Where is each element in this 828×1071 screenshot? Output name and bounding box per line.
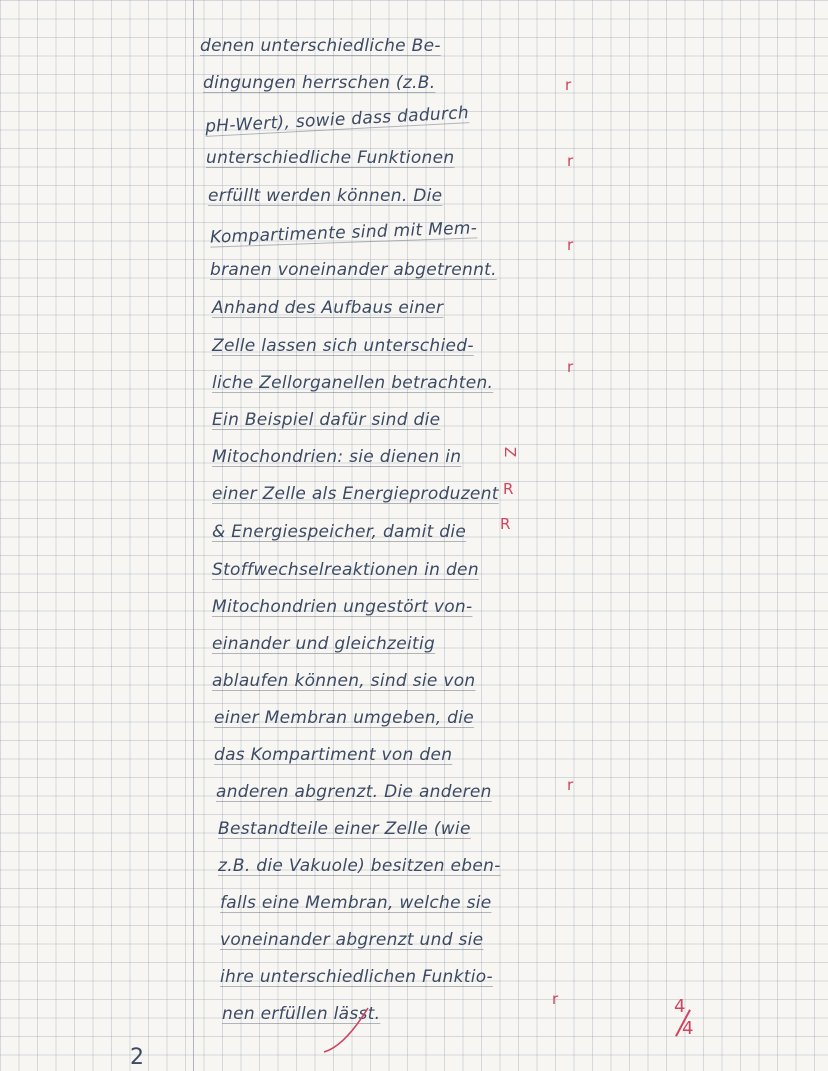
text-line: unterschiedliche Funktionen <box>206 148 455 168</box>
text-line: liche Zellorganellen betrachten. <box>212 373 494 393</box>
text-line: Mitochondrien ungestört von- <box>212 597 473 617</box>
text-line: falls eine Membran, welche sie <box>220 893 492 913</box>
text-line: anderen abgrenzt. Die anderen <box>216 782 492 802</box>
text-line: Kompartimente sind mit Mem- <box>209 218 478 248</box>
text-line: Zelle lassen sich unterschied- <box>212 336 474 356</box>
correction-mark: Z <box>501 446 520 458</box>
text-line: z.B. die Vakuole) besitzen eben- <box>218 856 501 876</box>
text-line: erfüllt werden können. Die <box>208 186 443 206</box>
text-line: nen erfüllen lässt. <box>222 1004 381 1024</box>
score <box>666 996 700 1046</box>
text-line: einer Zelle als Energieproduzent <box>212 484 499 504</box>
page-number: 2 <box>130 1045 144 1070</box>
correction-mark: R <box>503 480 514 498</box>
text-line: einander und gleichzeitig <box>212 634 436 654</box>
correction-mark: r <box>567 152 574 170</box>
correction-mark: r <box>567 236 574 254</box>
text-line: Bestandteile einer Zelle (wie <box>218 819 471 839</box>
text-line: branen voneinander abgetrennt. <box>210 260 497 280</box>
score-denominator: 4 <box>682 1018 694 1039</box>
text-line: ihre unterschiedlichen Funktio- <box>220 967 493 987</box>
text-line: Stoffwechselreaktionen in den <box>212 560 479 580</box>
correction-mark: R <box>500 515 511 533</box>
correction-mark: r <box>552 990 559 1008</box>
text-line: das Kompartiment von den <box>214 745 453 765</box>
correction-mark: r <box>565 76 572 94</box>
text-line: & Energiespeicher, damit die <box>212 522 467 542</box>
score-numerator: 4 <box>674 996 686 1017</box>
text-line: Ein Beispiel dafür sind die <box>212 410 441 430</box>
text-line: pH-Wert), sowie dass dadurch <box>204 103 470 137</box>
text-line: Mitochondrien: sie dienen in <box>212 447 462 467</box>
text-line: denen unterschiedliche Be- <box>200 36 441 56</box>
text-line: dingungen herrschen (z.B. <box>203 73 436 93</box>
text-line: einer Membran umgeben, die <box>214 708 475 728</box>
text-line: Anhand des Aufbaus einer <box>212 298 444 318</box>
text-line: ablaufen können, sind sie von <box>212 671 476 691</box>
correction-mark: r <box>567 776 574 794</box>
correction-mark: r <box>567 358 574 376</box>
check-mark-icon <box>318 1000 378 1060</box>
text-line: voneinander abgrenzt und sie <box>220 930 484 950</box>
